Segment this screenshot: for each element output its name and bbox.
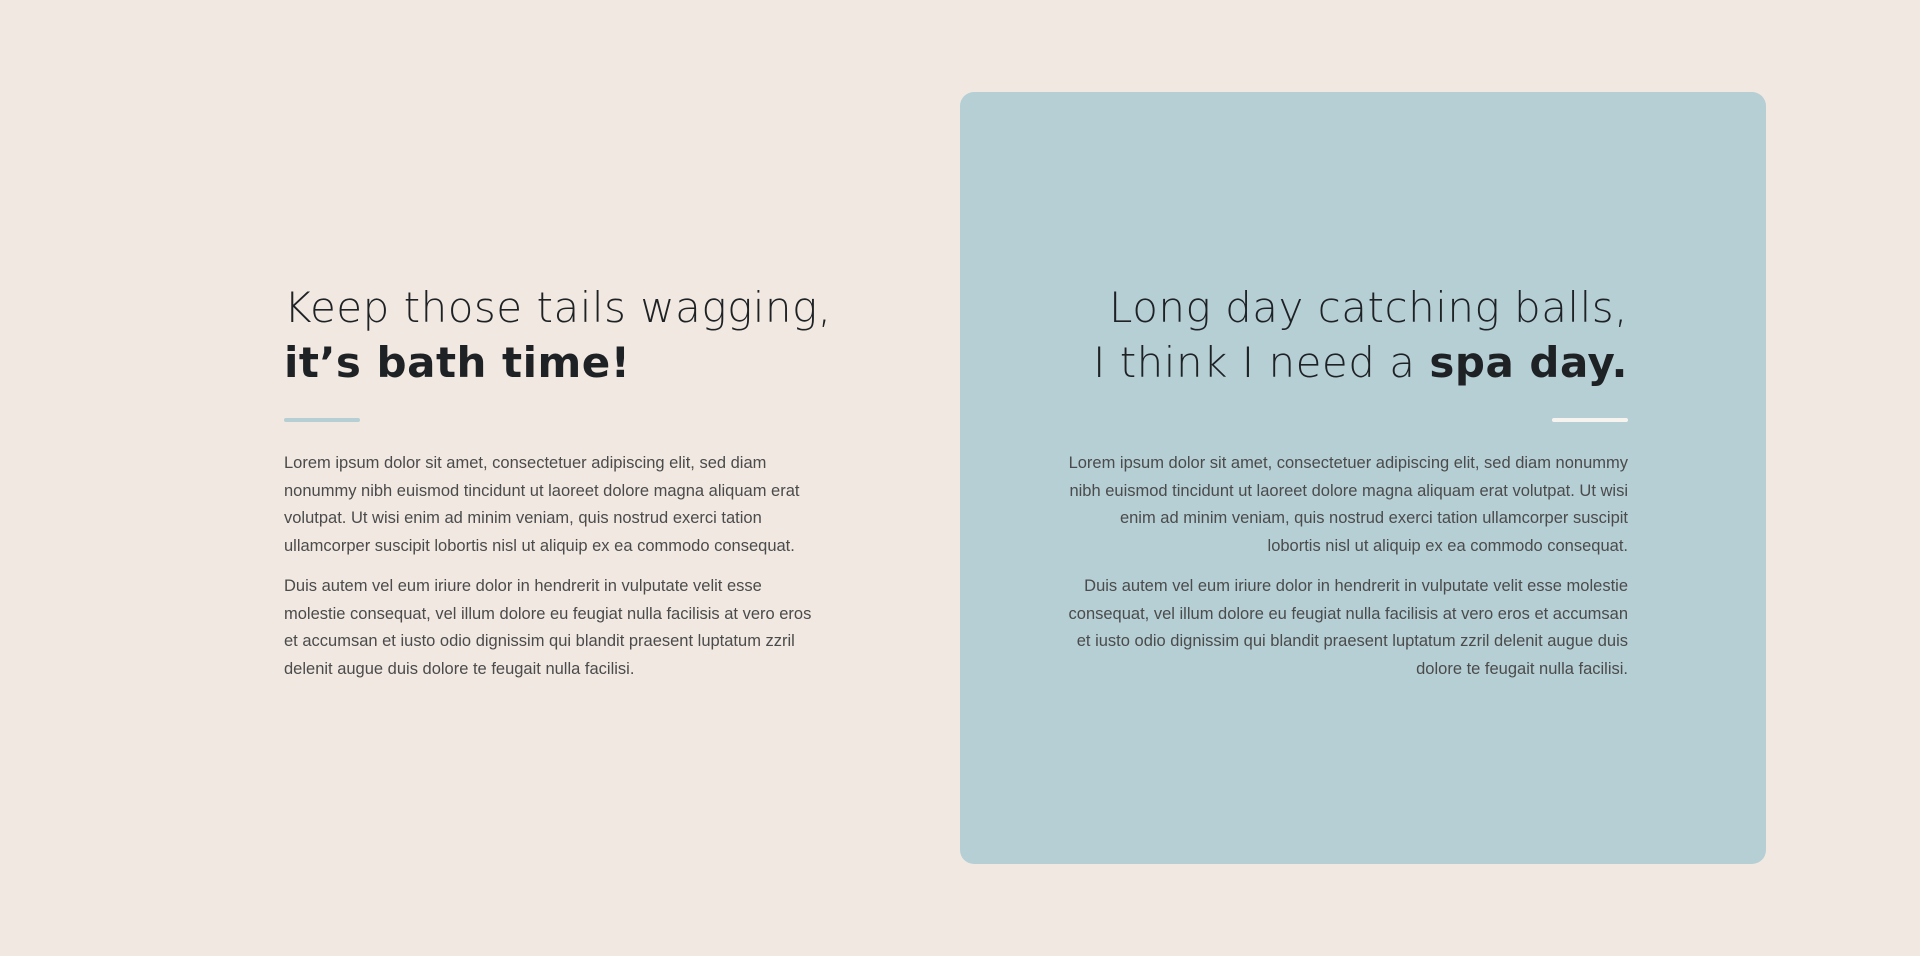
right-heading-line2-prefix: I think I need a [1092, 338, 1430, 387]
left-heading [284, 280, 832, 390]
right-heading [1068, 280, 1628, 390]
left-divider [284, 418, 360, 422]
right-divider [1552, 418, 1628, 422]
left-heading-line2: it’s bath time! [284, 338, 631, 387]
right-heading-line2 [1068, 335, 1628, 390]
right-heading-line2-bold: spa day. [1429, 338, 1628, 387]
right-paragraph-1: Lorem ipsum dolor sit amet, consectetuer adipiscing elit, sed diam nonummy nibh euismod tincidunt ut laoreet dolore magna aliquam erat volutpat. Ut wisi enim ad minim veniam, quis nostrud exerci tation ullamcorper suscipit lobortis nisl ut aliquip ex ea commodo consequat. [1068, 454, 1628, 555]
left-heading-line1: Keep those tails wagging, [284, 283, 832, 332]
right-paragraph-2: Duis autem vel eum iriure dolor in hendrerit in vulputate velit esse molestie consequat, vel illum dolore eu feugiat nulla facilisis at vero eros et accumsan et iusto odio dignissim qui blandit praesent luptatum zzril delenit augue duis dolore te feugait nulla facilisi. [1068, 577, 1628, 678]
right-heading-line1: Long day catching balls, [1109, 283, 1628, 332]
right-text-section [1068, 280, 1628, 696]
left-paragraph-2: Duis autem vel eum iriure dolor in hendrerit in vulputate velit esse molestie consequat, vel illum dolore eu feugiat nulla facilisis at vero eros et accumsan et iusto odio dignissim qui blandit praesent luptatum zzril delenit augue duis dolore te feugait nulla facilisi. [284, 577, 812, 678]
left-paragraph-1: Lorem ipsum dolor sit amet, consectetuer adipiscing elit, sed diam nonummy nibh euismod tincidunt ut laoreet dolore magna aliquam erat volutpat. Ut wisi enim ad minim veniam, quis nostrud exerci tation ullamcorper suscipit lobortis nisl ut aliquip ex ea commodo consequat. [284, 454, 800, 555]
right-card [960, 92, 1766, 864]
left-text-section [284, 280, 832, 696]
